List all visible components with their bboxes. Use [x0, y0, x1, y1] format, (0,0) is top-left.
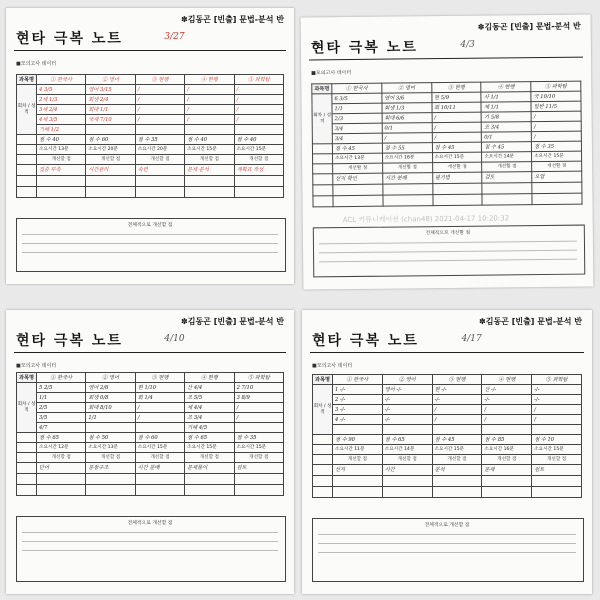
note-sheet-1 — [6, 8, 294, 284]
note-title: 현타 극복 노트 — [16, 333, 123, 349]
summary-line — [22, 550, 278, 551]
score-cell: / — [482, 405, 532, 415]
improve-header: 개선할 점 — [482, 162, 532, 173]
score-cell: / — [234, 413, 283, 423]
total-score-cell: 점 수 60 — [86, 135, 135, 145]
score-cell: 현 -/- — [432, 385, 482, 395]
score-cell: 회대 1/1 — [86, 105, 135, 115]
total-score-cell: 점 수 35 — [532, 141, 582, 152]
score-cell: 기해 4/5 — [185, 423, 234, 433]
score-cell: 3/4 — [332, 123, 382, 134]
improve-header: 개선할 점 — [333, 163, 383, 174]
improve-header: 개선할 점 — [135, 453, 184, 463]
score-cell — [333, 425, 383, 435]
improve-cell: 시간 — [382, 465, 432, 476]
score-table — [16, 74, 284, 198]
score-cell: / — [234, 403, 283, 413]
score-cell: 조 5/5 — [185, 393, 234, 403]
time-cell: 소요시간 15분 — [432, 445, 482, 455]
score-cell: / — [432, 112, 482, 123]
score-cell: 0/1 — [382, 123, 432, 134]
improve-cell — [37, 485, 86, 496]
improve-cell: 선지 확인 — [333, 173, 383, 185]
improve-cell — [482, 194, 532, 206]
improve-cell — [333, 476, 383, 487]
time-cell: 소요시간 14분 — [482, 152, 532, 163]
score-cell: 6 3/5 — [332, 93, 382, 104]
score-cell: 3 8/9 — [234, 393, 283, 403]
improve-header: 개선할 점 — [234, 155, 283, 165]
subject-col-header: 과목명 — [17, 75, 37, 85]
summary-line — [318, 543, 576, 544]
score-cell: / — [234, 105, 283, 115]
score-cell — [86, 423, 135, 433]
score-cell: / — [135, 85, 184, 95]
score-cell: 산 -/- — [482, 385, 532, 395]
subject-cell: ⑤ 과학탐 — [234, 75, 283, 85]
improve-cell: 시간 분배 — [383, 173, 433, 185]
improve-cell — [86, 485, 135, 496]
title-rule — [14, 352, 286, 353]
improve-cell: 선지 — [333, 465, 383, 476]
improve-cell — [482, 487, 532, 498]
time-cell: 소요시간 15분 — [234, 443, 283, 453]
total-score-cell: 점 수 35 — [135, 135, 184, 145]
improve-header: 개선할 점 — [432, 455, 482, 465]
score-cell: / — [234, 115, 283, 125]
score-cell: 회생 0/8 — [86, 393, 135, 403]
subject-cell: ① 한국사 — [333, 375, 383, 385]
summary-line — [318, 534, 576, 535]
score-cell: / — [135, 105, 184, 115]
score-cell — [86, 125, 135, 135]
score-cell: 제 1/1 — [481, 102, 531, 113]
score-cell: 3/4 — [332, 133, 382, 144]
score-cell: 3세 2/4 — [37, 105, 86, 115]
time-cell: 소요시간 14분 — [382, 445, 432, 455]
score-cell: / — [432, 122, 482, 133]
summary-label: 전체적으로 개선할 점 — [127, 223, 173, 228]
time-cell: 소요시간 11분 — [333, 445, 383, 455]
improve-cell — [135, 474, 184, 485]
improve-cell — [86, 474, 135, 485]
improve-cell — [482, 476, 532, 487]
total-score-cell: 점 수 65 — [382, 435, 432, 445]
improve-cell — [37, 176, 86, 187]
improve-cell: 계획표 작성 — [234, 165, 283, 176]
summary-line — [22, 243, 278, 244]
section-label: ■ 모의고사 데이터 — [312, 362, 352, 369]
score-cell: / — [531, 111, 581, 122]
score-cell: 영어 2/6 — [86, 383, 135, 393]
improve-cell: 검토 — [532, 465, 582, 476]
summary-label: 전체적으로 개선할 점 — [127, 521, 173, 526]
improve-cell: 오답 — [532, 171, 582, 183]
score-cell: / — [135, 95, 184, 105]
score-cell: / — [482, 415, 532, 425]
score-cell: -/- — [482, 395, 532, 405]
subject-cell: ⑤ 과학탐 — [531, 81, 581, 92]
title-rule — [310, 352, 584, 353]
subject-cell: ① 한국사 — [37, 75, 86, 85]
total-score-cell: 점 수 45 — [432, 142, 482, 153]
score-cell: 조 3/4 — [185, 413, 234, 423]
note-sheet-4 — [302, 310, 592, 594]
score-cell: 일반 11/5 — [531, 101, 581, 112]
improve-cell — [185, 485, 234, 496]
score-cell: -/- — [382, 415, 432, 425]
brand-logo: ✽ 김동곤 [빈출] 문법-분석 반 — [181, 14, 284, 25]
score-cell: / — [234, 95, 283, 105]
improve-cell — [37, 187, 86, 198]
improve-cell — [432, 476, 482, 487]
subject-cell: ⑤ 과학탐 — [234, 373, 283, 383]
score-cell: / — [135, 115, 184, 125]
improve-cell — [333, 184, 383, 196]
subject-cell: ② 영어 — [86, 373, 135, 383]
improve-cell — [383, 184, 433, 196]
score-cell: 2 7/10 — [234, 383, 283, 393]
total-score-cell: 점 수 50 — [86, 433, 135, 443]
improve-cell — [234, 474, 283, 485]
improve-cell — [433, 194, 483, 206]
subject-cell: ④ 현행 — [185, 75, 234, 85]
improve-cell: 단어 — [37, 463, 86, 474]
score-cell: -/- — [382, 395, 432, 405]
section-label: ■ 모의고사 데이터 — [16, 362, 56, 369]
time-cell: 소요시간 15분 — [185, 443, 234, 453]
total-score-cell: 점 수 45 — [432, 435, 482, 445]
score-cell: / — [135, 403, 184, 413]
improve-cell — [135, 485, 184, 496]
improve-cell: 분석 — [432, 465, 482, 476]
note-title: 현타 극복 노트 — [310, 39, 418, 57]
subject-cell: ② 영어 — [382, 375, 432, 385]
improve-header: 개선할 점 — [382, 455, 432, 465]
score-cell: / — [532, 415, 582, 425]
score-cell: 4/7 — [37, 423, 86, 433]
improve-header: 개선할 점 — [135, 155, 184, 165]
score-cell: 현 1/10 — [135, 383, 184, 393]
note-date: 4/17 — [461, 334, 482, 344]
score-cell: 세 4/4 — [185, 403, 234, 413]
score-cell: 회 1/4 — [135, 393, 184, 403]
total-score-cell: 점 수 85 — [482, 435, 532, 445]
time-cell: 소요시간 15분 — [532, 445, 582, 455]
subject-cell: ⑤ 과학탐 — [532, 375, 582, 385]
improve-header: 개선할 점 — [432, 162, 482, 173]
improve-cell — [532, 193, 582, 205]
improve-header: 개선할 점 — [185, 453, 234, 463]
score-cell: 영어 3/6 — [382, 93, 432, 104]
improve-cell: 검토 — [234, 463, 283, 474]
improve-cell — [185, 187, 234, 198]
summary-line — [22, 532, 278, 533]
improve-header: 개선할 점 — [234, 453, 283, 463]
time-cell: 소요시간 20분 — [135, 145, 184, 155]
total-score-cell: 점 수 10 — [532, 435, 582, 445]
improve-cell: 문제풀이 — [185, 463, 234, 474]
summary-line — [318, 552, 576, 553]
improve-header: 개선할 점 — [532, 455, 582, 465]
improve-cell — [432, 183, 482, 195]
score-cell: / — [185, 115, 234, 125]
score-cell: 산 4/4 — [185, 383, 234, 393]
score-cell — [135, 423, 184, 433]
time-cell: 소요시간 12분 — [37, 443, 86, 453]
row-header: 회차 / 성적 — [17, 383, 37, 433]
score-cell: 1/1 — [86, 413, 135, 423]
score-cell — [234, 125, 283, 135]
score-cell: 1/1 — [332, 103, 382, 114]
summary-label: 전체적으로 개선할 점 — [425, 230, 471, 237]
total-score-cell: 점 수 45 — [332, 143, 382, 154]
improve-cell — [382, 476, 432, 487]
improve-header: 개선할 점 — [37, 453, 86, 463]
improve-cell: 문제 분석 — [185, 165, 234, 176]
score-cell: 사 1/1 — [481, 92, 531, 103]
total-score-cell: 점 수 40 — [37, 135, 86, 145]
score-cell: 영어 3/15 — [86, 85, 135, 95]
improve-header: 개선할 점 — [482, 455, 532, 465]
score-cell: / — [531, 121, 581, 132]
improve-header: 개선할 점 — [532, 161, 582, 172]
total-score-cell: 점 수 35 — [234, 433, 283, 443]
total-score-cell: 점 수 55 — [382, 143, 432, 154]
subject-col-header: 과목명 — [313, 375, 333, 385]
note-sheet-3 — [6, 310, 294, 594]
row-header: 회차 / 성적 — [17, 85, 37, 135]
score-cell: 2세 1/3 — [37, 95, 86, 105]
improve-header: 개선할 점 — [333, 455, 383, 465]
score-cell: / — [432, 415, 482, 425]
note-date: 4/10 — [164, 334, 185, 344]
total-score-cell: 점 수 40 — [185, 135, 234, 145]
score-cell — [382, 425, 432, 435]
score-cell: 국제 7/10 — [86, 115, 135, 125]
total-score-cell: 점 수 90 — [333, 435, 383, 445]
improve-header: 개선할 점 — [37, 155, 86, 165]
time-cell: 소요시간 15분 — [234, 145, 283, 155]
score-cell: 1 -/- — [333, 385, 383, 395]
total-score-cell: 점 수 65 — [37, 433, 86, 443]
subject-cell: ① 한국사 — [332, 83, 382, 94]
total-score-cell: 점 수 60 — [135, 433, 184, 443]
score-cell: 3 -/- — [333, 405, 383, 415]
section-label: ■ 모의고사 데이터 — [311, 69, 351, 76]
subject-cell: ③ 현행 — [431, 82, 481, 93]
score-cell — [185, 125, 234, 135]
improve-cell — [234, 176, 283, 187]
improve-cell — [532, 476, 582, 487]
score-cell: 3/5 — [37, 413, 86, 423]
improve-cell — [185, 176, 234, 187]
score-cell: 회생 1/3 — [382, 103, 432, 114]
note-date: 3/27 — [164, 32, 185, 42]
improve-cell — [135, 176, 184, 187]
improve-cell: 집중 부족 — [37, 165, 86, 176]
subject-col-header: 과목명 — [17, 373, 37, 383]
brand-logo: ✽ 김동곤 [빈출] 문법-분석 반 — [479, 316, 582, 327]
summary-label: 전체적으로 개선할 점 — [424, 523, 470, 528]
time-cell: 소요시간 15분 — [532, 151, 582, 162]
score-cell: 영어 -/- — [382, 385, 432, 395]
score-cell: 5 2/5 — [37, 383, 86, 393]
score-cell: / — [382, 133, 432, 144]
time-cell: 소요시간 13분 — [333, 153, 383, 164]
score-cell: / — [185, 95, 234, 105]
total-score-cell: 점 수 45 — [482, 142, 532, 153]
score-table — [312, 374, 582, 498]
subject-cell: ④ 현행 — [481, 82, 531, 93]
score-cell: 4 3/5 — [37, 85, 86, 95]
improve-cell — [86, 176, 135, 187]
improve-cell — [383, 195, 433, 207]
title-rule — [309, 57, 583, 61]
improve-cell: 문장구조 — [86, 463, 135, 474]
score-cell: 2/5 — [37, 403, 86, 413]
note-date: 4/3 — [460, 39, 475, 50]
improve-cell — [333, 487, 383, 498]
watermark: ACL 커뮤니케이션 (chan48) 2021-04-17 10:20:32 — [342, 214, 510, 225]
score-cell: 0/1 — [482, 132, 532, 143]
score-cell: 1/1 — [37, 393, 86, 403]
improve-cell — [234, 187, 283, 198]
score-cell — [135, 125, 184, 135]
improve-cell: 시간 분배 — [135, 463, 184, 474]
time-cell: 소요시간 13분 — [37, 145, 86, 155]
subject-cell: ③ 현행 — [432, 375, 482, 385]
improve-header: 개선할 점 — [382, 163, 432, 174]
subject-cell: ④ 현행 — [185, 373, 234, 383]
score-cell — [482, 425, 532, 435]
score-cell — [532, 425, 582, 435]
time-cell: 소요시간 13분 — [86, 443, 135, 453]
subject-cell: ④ 현행 — [482, 375, 532, 385]
time-cell: 소요시간 16분 — [482, 445, 532, 455]
improve-cell — [382, 487, 432, 498]
improve-cell: 문제 — [482, 465, 532, 476]
improve-cell — [333, 195, 383, 207]
score-cell: 2/3 — [332, 113, 382, 124]
score-cell: 회생 2/4 — [86, 95, 135, 105]
score-cell — [234, 423, 283, 433]
score-cell: -/- — [432, 395, 482, 405]
score-cell: / — [432, 132, 482, 143]
section-label: ■ 모의고사 데이터 — [16, 60, 56, 67]
improve-cell — [234, 485, 283, 496]
score-table — [16, 372, 284, 496]
improve-cell: 숙련 — [135, 165, 184, 176]
note-title: 현타 극복 노트 — [16, 31, 123, 47]
score-cell: 국 10/10 — [531, 91, 581, 102]
subject-cell: ② 영어 — [86, 75, 135, 85]
improve-header: 개선할 점 — [185, 155, 234, 165]
improve-cell: 필기법 — [432, 172, 482, 184]
improve-cell: 시간관리 — [86, 165, 135, 176]
score-table — [311, 81, 582, 208]
score-cell: 현 5/9 — [431, 92, 481, 103]
summary-line — [22, 234, 278, 235]
improve-cell — [86, 187, 135, 198]
time-cell: 소요시간 15분 — [432, 152, 482, 163]
title-rule — [14, 50, 286, 51]
time-cell: 소요시간 15분 — [185, 145, 234, 155]
score-cell: 기해 1/2 — [37, 125, 86, 135]
score-cell: 회대 8/10 — [86, 403, 135, 413]
score-cell: 회대 6/6 — [382, 113, 432, 124]
improve-cell: 검토 — [482, 172, 532, 184]
score-cell: / — [432, 405, 482, 415]
improve-cell — [532, 182, 582, 194]
brand-logo: ✽ 김동곤 [빈출] 문법-분석 반 — [181, 316, 284, 327]
score-cell: 기 5/8 — [481, 112, 531, 123]
improve-cell — [37, 474, 86, 485]
total-score-cell: 점 수 40 — [234, 135, 283, 145]
brand-logo: ✽ 김동곤 [빈출] 문법-분석 반 — [478, 21, 581, 33]
summary-line — [22, 541, 278, 542]
score-cell: 4세 3/5 — [37, 115, 86, 125]
improve-cell — [432, 487, 482, 498]
improve-header: 개선할 점 — [86, 155, 135, 165]
score-cell — [432, 425, 482, 435]
score-cell: -/- — [382, 405, 432, 415]
score-cell: / — [185, 105, 234, 115]
improve-cell — [135, 187, 184, 198]
subject-cell: ① 한국사 — [37, 373, 86, 383]
score-cell: 조 3/4 — [482, 122, 532, 133]
score-cell: / — [135, 413, 184, 423]
improve-cell — [482, 183, 532, 195]
total-score-cell: 점 수 65 — [185, 433, 234, 443]
improve-cell — [185, 474, 234, 485]
improve-header: 개선할 점 — [86, 453, 135, 463]
time-cell: 소요시간 15분 — [135, 443, 184, 453]
score-cell: -/- — [532, 385, 582, 395]
score-cell: 회 10/11 — [432, 102, 482, 113]
score-cell: 2 -/- — [333, 395, 383, 405]
subject-cell: ③ 현행 — [135, 373, 184, 383]
score-cell: / — [234, 85, 283, 95]
score-cell: 4 -/- — [333, 415, 383, 425]
time-cell: 소요시간 16분 — [382, 153, 432, 164]
score-cell: -/- — [532, 395, 582, 405]
score-cell: / — [185, 85, 234, 95]
row-header: 회차 / 성적 — [312, 94, 333, 144]
score-cell: / — [532, 405, 582, 415]
score-cell: / — [531, 131, 581, 142]
note-title: 현타 극복 노트 — [312, 333, 419, 349]
subject-cell: ② 영어 — [382, 83, 432, 94]
improve-cell — [532, 487, 582, 498]
subject-col-header: 과목명 — [312, 84, 332, 94]
time-cell: 소요시간 20분 — [86, 145, 135, 155]
subject-cell: ③ 현행 — [135, 75, 184, 85]
summary-line — [22, 252, 278, 253]
note-sheet-2 — [301, 14, 594, 289]
row-header: 회차 / 성적 — [313, 385, 333, 435]
